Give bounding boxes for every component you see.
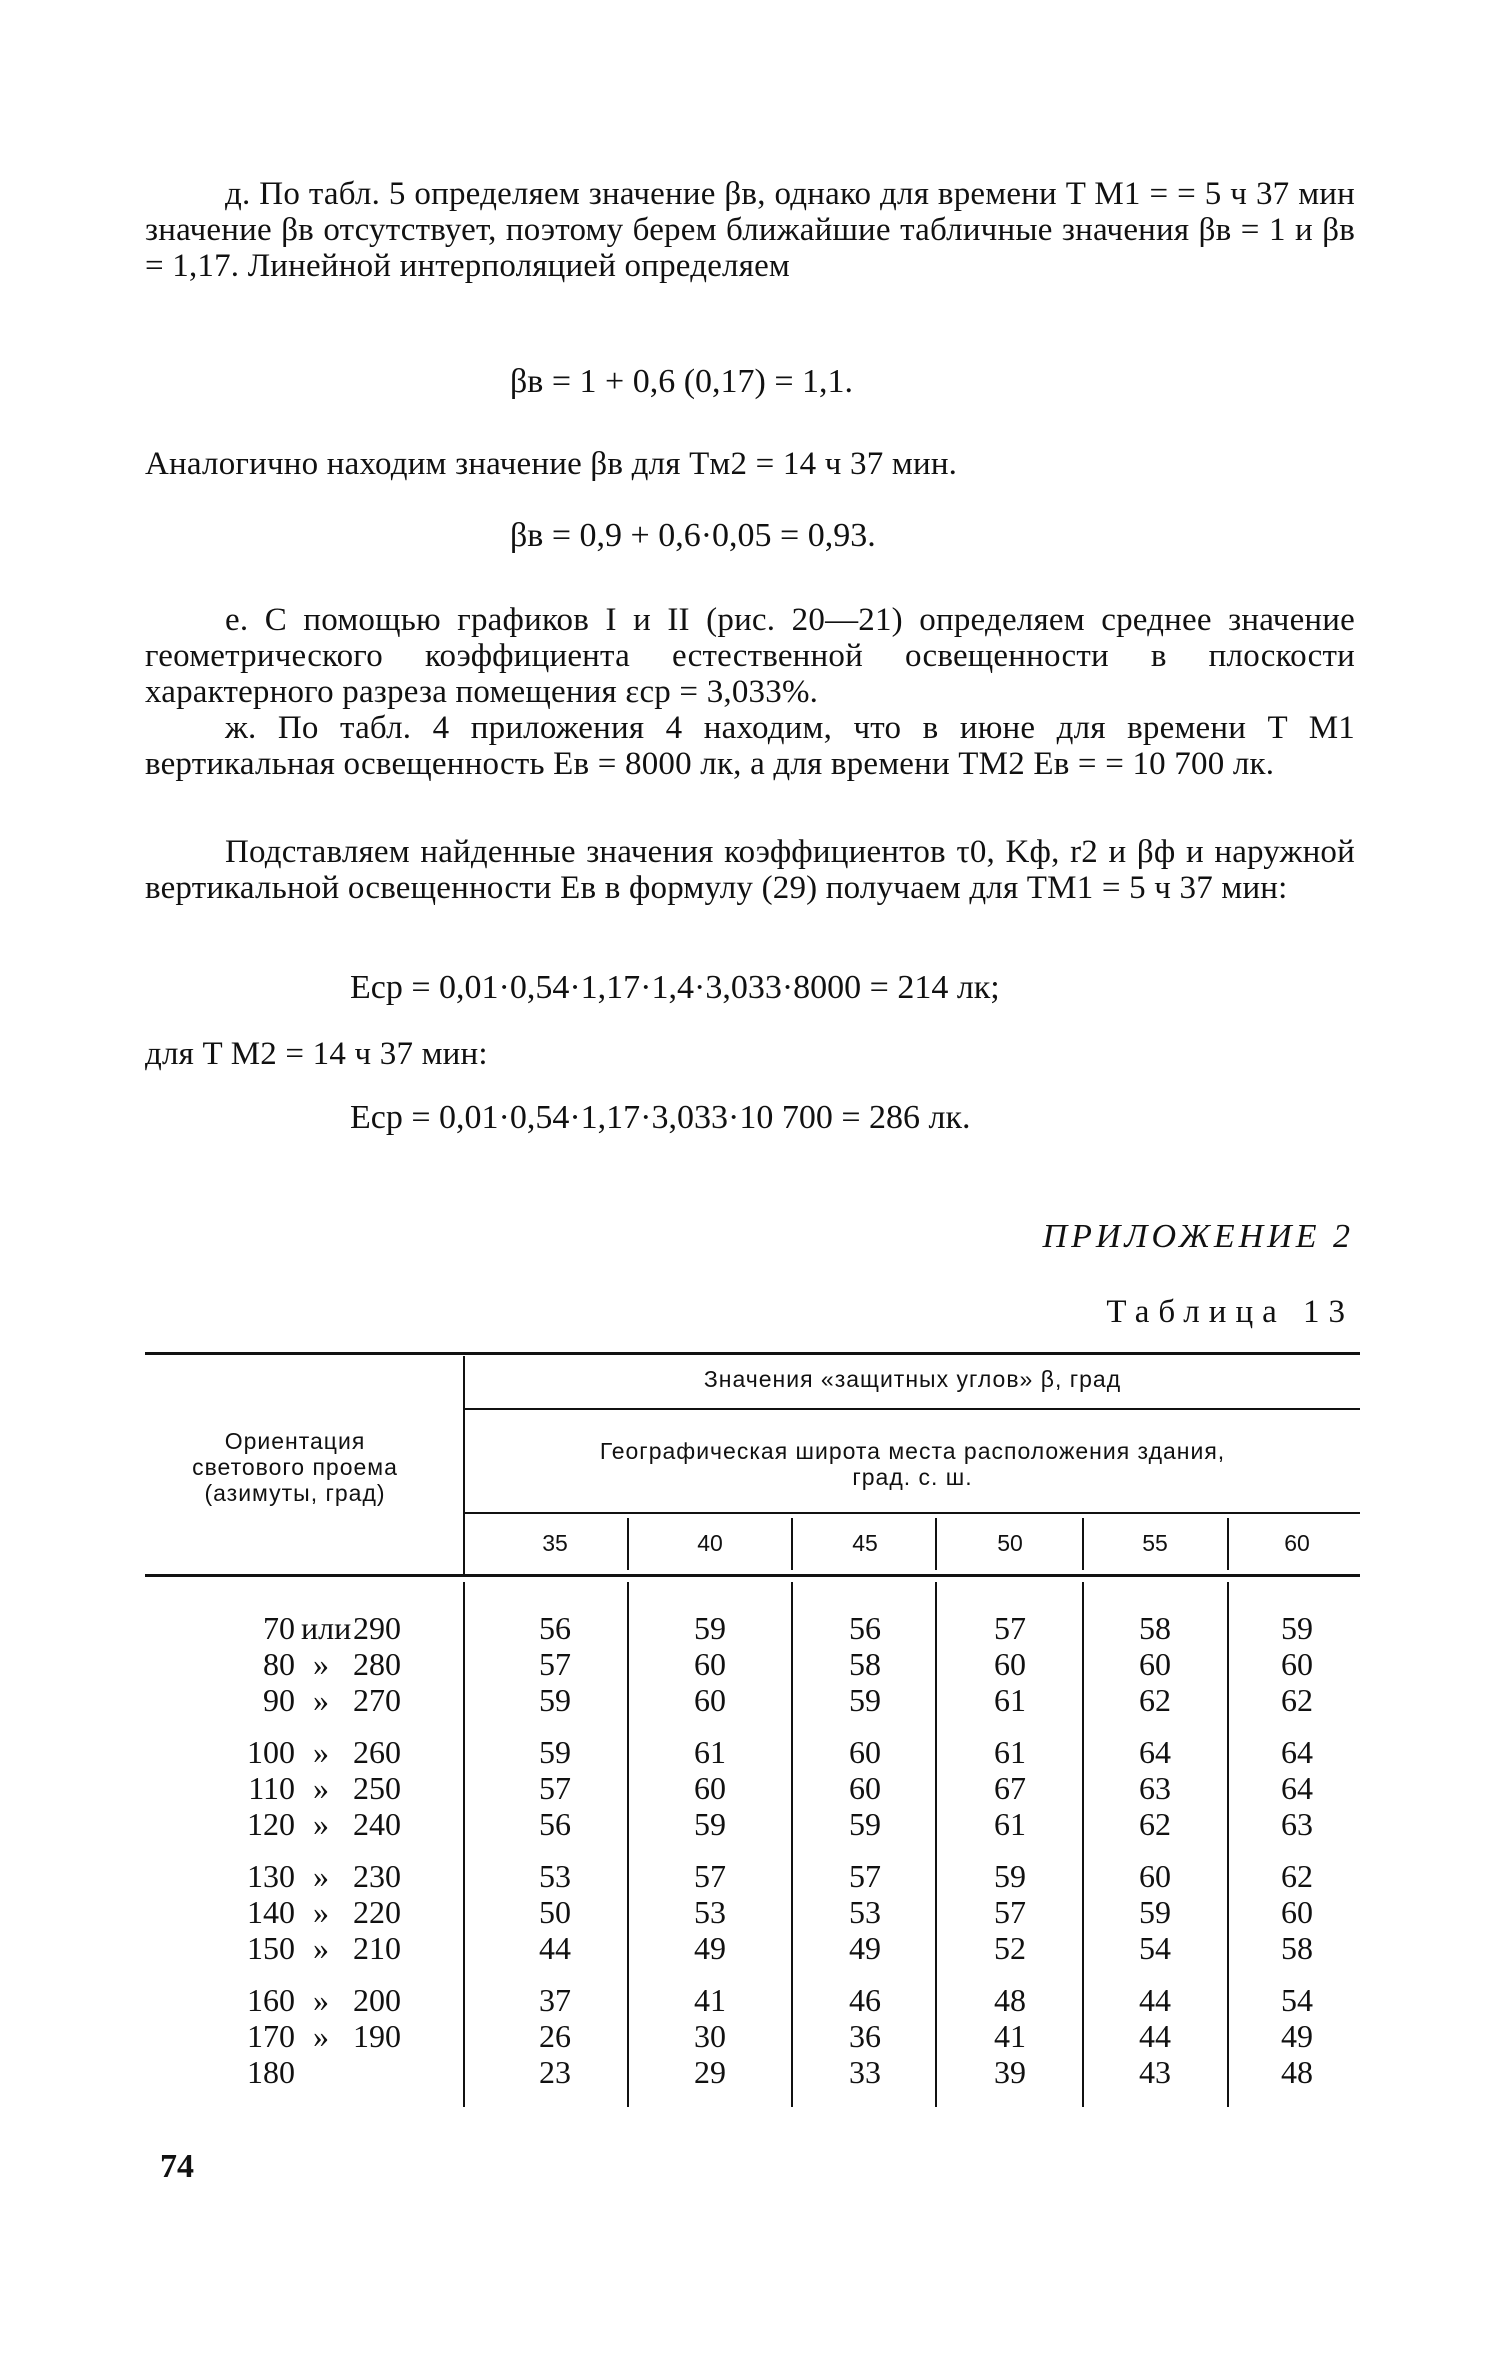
value-cell: 64 (1281, 1770, 1313, 1806)
table-row (145, 1734, 1360, 1770)
azimuth-opposite: 220 (353, 1894, 401, 1930)
value-cell: 48 (994, 1982, 1026, 2018)
azimuth-primary: 90 (263, 1682, 295, 1718)
paragraph-zh-block (145, 710, 1355, 782)
value-cell: 36 (849, 2018, 881, 2054)
value-cell: 52 (994, 1930, 1026, 1966)
table-row (145, 2018, 1360, 2054)
value-cell: 29 (694, 2054, 726, 2090)
paragraph-for-t2-block (145, 1036, 1355, 1072)
latitude-35: 35 (542, 1530, 568, 1556)
azimuth-separator: » (313, 1770, 329, 1806)
paragraph-subst-block (145, 834, 1355, 906)
value-cell: 57 (539, 1646, 571, 1682)
table-row (145, 1858, 1360, 1894)
row-group (145, 1610, 1360, 1718)
value-cell: 54 (1281, 1982, 1313, 2018)
appendix-title: ПРИЛОЖЕНИЕ 2 (1042, 1218, 1354, 1255)
table-vline-hdr-2 (791, 1518, 793, 1570)
azimuth-opposite: 230 (353, 1858, 401, 1894)
value-cell: 67 (994, 1770, 1026, 1806)
value-cell: 59 (849, 1682, 881, 1718)
paragraph-e-block (145, 602, 1355, 710)
table-row (145, 1770, 1360, 1806)
azimuth-primary: 130 (247, 1858, 295, 1894)
azimuth-opposite: 190 (353, 2018, 401, 2054)
table-caption: Таблица 13 (1106, 1294, 1354, 1330)
value-cell: 49 (1281, 2018, 1313, 2054)
azimuth-primary: 100 (247, 1734, 295, 1770)
table-top-rule (145, 1352, 1360, 1355)
value-cell: 57 (994, 1610, 1026, 1646)
latitude-55: 55 (1142, 1530, 1168, 1556)
value-cell: 62 (1281, 1682, 1313, 1718)
value-cell: 56 (849, 1610, 881, 1646)
paragraph-e: е. С помощью графиков I и II (рис. 20—21) определяем среднее значение геометрического коэффициента естественной освещенности в плоскости характерного разреза помещения εср = 3,033%. (145, 602, 1355, 710)
azimuth-separator: » (313, 1858, 329, 1894)
value-cell: 49 (849, 1930, 881, 1966)
azimuth-separator: » (313, 1894, 329, 1930)
value-cell: 30 (694, 2018, 726, 2054)
azimuth-opposite: 210 (353, 1930, 401, 1966)
azimuth-primary: 70 (263, 1610, 295, 1646)
value-cell: 63 (1281, 1806, 1313, 1842)
table-vline-hdr-3 (935, 1518, 937, 1570)
table-row (145, 2054, 1360, 2090)
azimuth-primary: 180 (247, 2054, 295, 2090)
value-cell: 58 (1139, 1610, 1171, 1646)
paragraph-d-block (145, 176, 1355, 284)
azimuth-primary: 120 (247, 1806, 295, 1842)
value-cell: 41 (994, 2018, 1026, 2054)
azimuth-opposite: 250 (353, 1770, 401, 1806)
value-cell: 44 (1139, 1982, 1171, 2018)
value-cell: 53 (694, 1894, 726, 1930)
formula-4: Eср = 0,01·0,54·1,17·3,033·10 700 = 286 лк. (350, 1099, 971, 1136)
value-cell: 43 (1139, 2054, 1171, 2090)
value-cell: 57 (539, 1770, 571, 1806)
header-orientation-line-1: Ориентация (224, 1428, 366, 1454)
table-row (145, 1930, 1360, 1966)
value-cell: 50 (539, 1894, 571, 1930)
header-orientation-line-2: светового проема (192, 1454, 398, 1480)
value-cell: 46 (849, 1982, 881, 2018)
value-cell: 61 (994, 1734, 1026, 1770)
azimuth-opposite: 280 (353, 1646, 401, 1682)
value-cell: 26 (539, 2018, 571, 2054)
table-row (145, 1982, 1360, 2018)
table-row (145, 1806, 1360, 1842)
latitude-45: 45 (852, 1530, 878, 1556)
value-cell: 58 (1281, 1930, 1313, 1966)
row-group (145, 1734, 1360, 1842)
header-values-title: Значения «защитных углов» β, град (703, 1366, 1122, 1392)
value-cell: 62 (1139, 1682, 1171, 1718)
latitude-50: 50 (997, 1530, 1023, 1556)
value-cell: 62 (1139, 1806, 1171, 1842)
value-cell: 53 (539, 1858, 571, 1894)
table-row (145, 1610, 1360, 1646)
azimuth-opposite: 260 (353, 1734, 401, 1770)
value-cell: 56 (539, 1806, 571, 1842)
paragraph-analog-block (145, 446, 1355, 482)
value-cell: 60 (694, 1646, 726, 1682)
value-cell: 59 (694, 1610, 726, 1646)
value-cell: 53 (849, 1894, 881, 1930)
azimuth-primary: 150 (247, 1930, 295, 1966)
value-cell: 60 (694, 1682, 726, 1718)
value-cell: 60 (1139, 1646, 1171, 1682)
page-number: 74 (160, 2148, 194, 2185)
paragraph-analog: Аналогично находим значение βв для Tм2 = 14 ч 37 мин. (145, 446, 958, 482)
value-cell: 59 (994, 1858, 1026, 1894)
value-cell: 48 (1281, 2054, 1313, 2090)
value-cell: 64 (1139, 1734, 1171, 1770)
azimuth-primary: 110 (248, 1770, 295, 1806)
value-cell: 44 (539, 1930, 571, 1966)
table-header-rule-2 (465, 1512, 1360, 1514)
protective-angles-table (145, 1352, 1360, 2112)
formula-2: βв = 0,9 + 0,6·0,05 = 0,93. (510, 517, 876, 554)
azimuth-separator: » (313, 1982, 329, 2018)
header-latitude (465, 1438, 1360, 1490)
azimuth-separator: » (313, 1734, 329, 1770)
value-cell: 60 (694, 1770, 726, 1806)
value-cell: 64 (1281, 1734, 1313, 1770)
value-cell: 37 (539, 1982, 571, 2018)
azimuth-opposite: 200 (353, 1982, 401, 2018)
azimuth-opposite: 240 (353, 1806, 401, 1842)
azimuth-separator: » (313, 1930, 329, 1966)
value-cell: 23 (539, 2054, 571, 2090)
value-cell: 61 (994, 1806, 1026, 1842)
azimuth-separator: » (313, 1646, 329, 1682)
value-cell: 59 (1139, 1894, 1171, 1930)
value-cell: 33 (849, 2054, 881, 2090)
latitude-60: 60 (1284, 1530, 1310, 1556)
value-cell: 63 (1139, 1770, 1171, 1806)
azimuth-separator: » (313, 1806, 329, 1842)
azimuth-separator: » (313, 2018, 329, 2054)
value-cell: 44 (1139, 2018, 1171, 2054)
table-vline-hdr-1 (627, 1518, 629, 1570)
azimuth-opposite: 270 (353, 1682, 401, 1718)
value-cell: 60 (1281, 1646, 1313, 1682)
value-cell: 59 (1281, 1610, 1313, 1646)
value-cell: 49 (694, 1930, 726, 1966)
table-header-bottom-rule (145, 1574, 1360, 1577)
formula-1: βв = 1 + 0,6 (0,17) = 1,1. (510, 363, 854, 400)
table-header-rule-1 (465, 1408, 1360, 1410)
value-cell: 59 (694, 1806, 726, 1842)
value-cell: 39 (994, 2054, 1026, 2090)
value-cell: 61 (994, 1682, 1026, 1718)
value-cell: 58 (849, 1646, 881, 1682)
formula-3: Eср = 0,01·0,54·1,17·1,4·3,033·8000 = 214 лк; (350, 969, 1000, 1006)
paragraph-subst: Подставляем найденные значения коэффициентов τ0, Kф, r2 и βф и наружной вертикальной освещенности Eв в формулу (29) получаем для TМ1 = 5 ч 37 мин: (145, 834, 1355, 906)
azimuth-primary: 160 (247, 1982, 295, 2018)
value-cell: 57 (849, 1858, 881, 1894)
paragraph-for-t2: для T М2 = 14 ч 37 мин: (145, 1036, 488, 1072)
azimuth-opposite: 290 (353, 1610, 401, 1646)
value-cell: 61 (694, 1734, 726, 1770)
paragraph-zh: ж. По табл. 4 приложения 4 находим, что в июне для времени T М1 вертикальная освещенность Eв = 8000 лк, а для времени TМ2 Eв = = 10 700 лк. (145, 710, 1355, 782)
header-orientation (145, 1428, 445, 1506)
value-cell: 59 (539, 1682, 571, 1718)
row-group (145, 1858, 1360, 1966)
value-cell: 60 (849, 1734, 881, 1770)
value-cell: 57 (994, 1894, 1026, 1930)
header-latitude-line-2: град. с. ш. (852, 1464, 973, 1490)
value-cell: 60 (1139, 1858, 1171, 1894)
azimuth-primary: 140 (247, 1894, 295, 1930)
table-row (145, 1682, 1360, 1718)
azimuth-primary: 170 (247, 2018, 295, 2054)
azimuth-separator: » (313, 1682, 329, 1718)
value-cell: 41 (694, 1982, 726, 2018)
value-cell: 54 (1139, 1930, 1171, 1966)
value-cell: 59 (539, 1734, 571, 1770)
azimuth-separator: или (301, 1610, 352, 1646)
value-cell: 60 (1281, 1894, 1313, 1930)
table-row (145, 1894, 1360, 1930)
latitude-40: 40 (697, 1530, 723, 1556)
value-cell: 57 (694, 1858, 726, 1894)
value-cell: 62 (1281, 1858, 1313, 1894)
value-cell: 56 (539, 1610, 571, 1646)
value-cell: 59 (849, 1806, 881, 1842)
table-body (145, 1610, 1360, 2106)
value-cell: 60 (994, 1646, 1026, 1682)
value-cell: 60 (849, 1770, 881, 1806)
paragraph-d: д. По табл. 5 определяем значение βв, однако для времени T М1 = = 5 ч 37 мин значение βв отсутствует, поэтому берем ближайшие табличные значения βв = 1 и βв = 1,17. Линейной интерполяцией определяем (145, 176, 1355, 284)
header-latitude-line-1: Географическая широта места расположения здания, (599, 1438, 1226, 1464)
row-group (145, 1982, 1360, 2090)
azimuth-primary: 80 (263, 1646, 295, 1682)
table-row (145, 1646, 1360, 1682)
table-vline-hdr-4 (1082, 1518, 1084, 1570)
header-orientation-line-3: (азимуты, град) (204, 1480, 386, 1506)
